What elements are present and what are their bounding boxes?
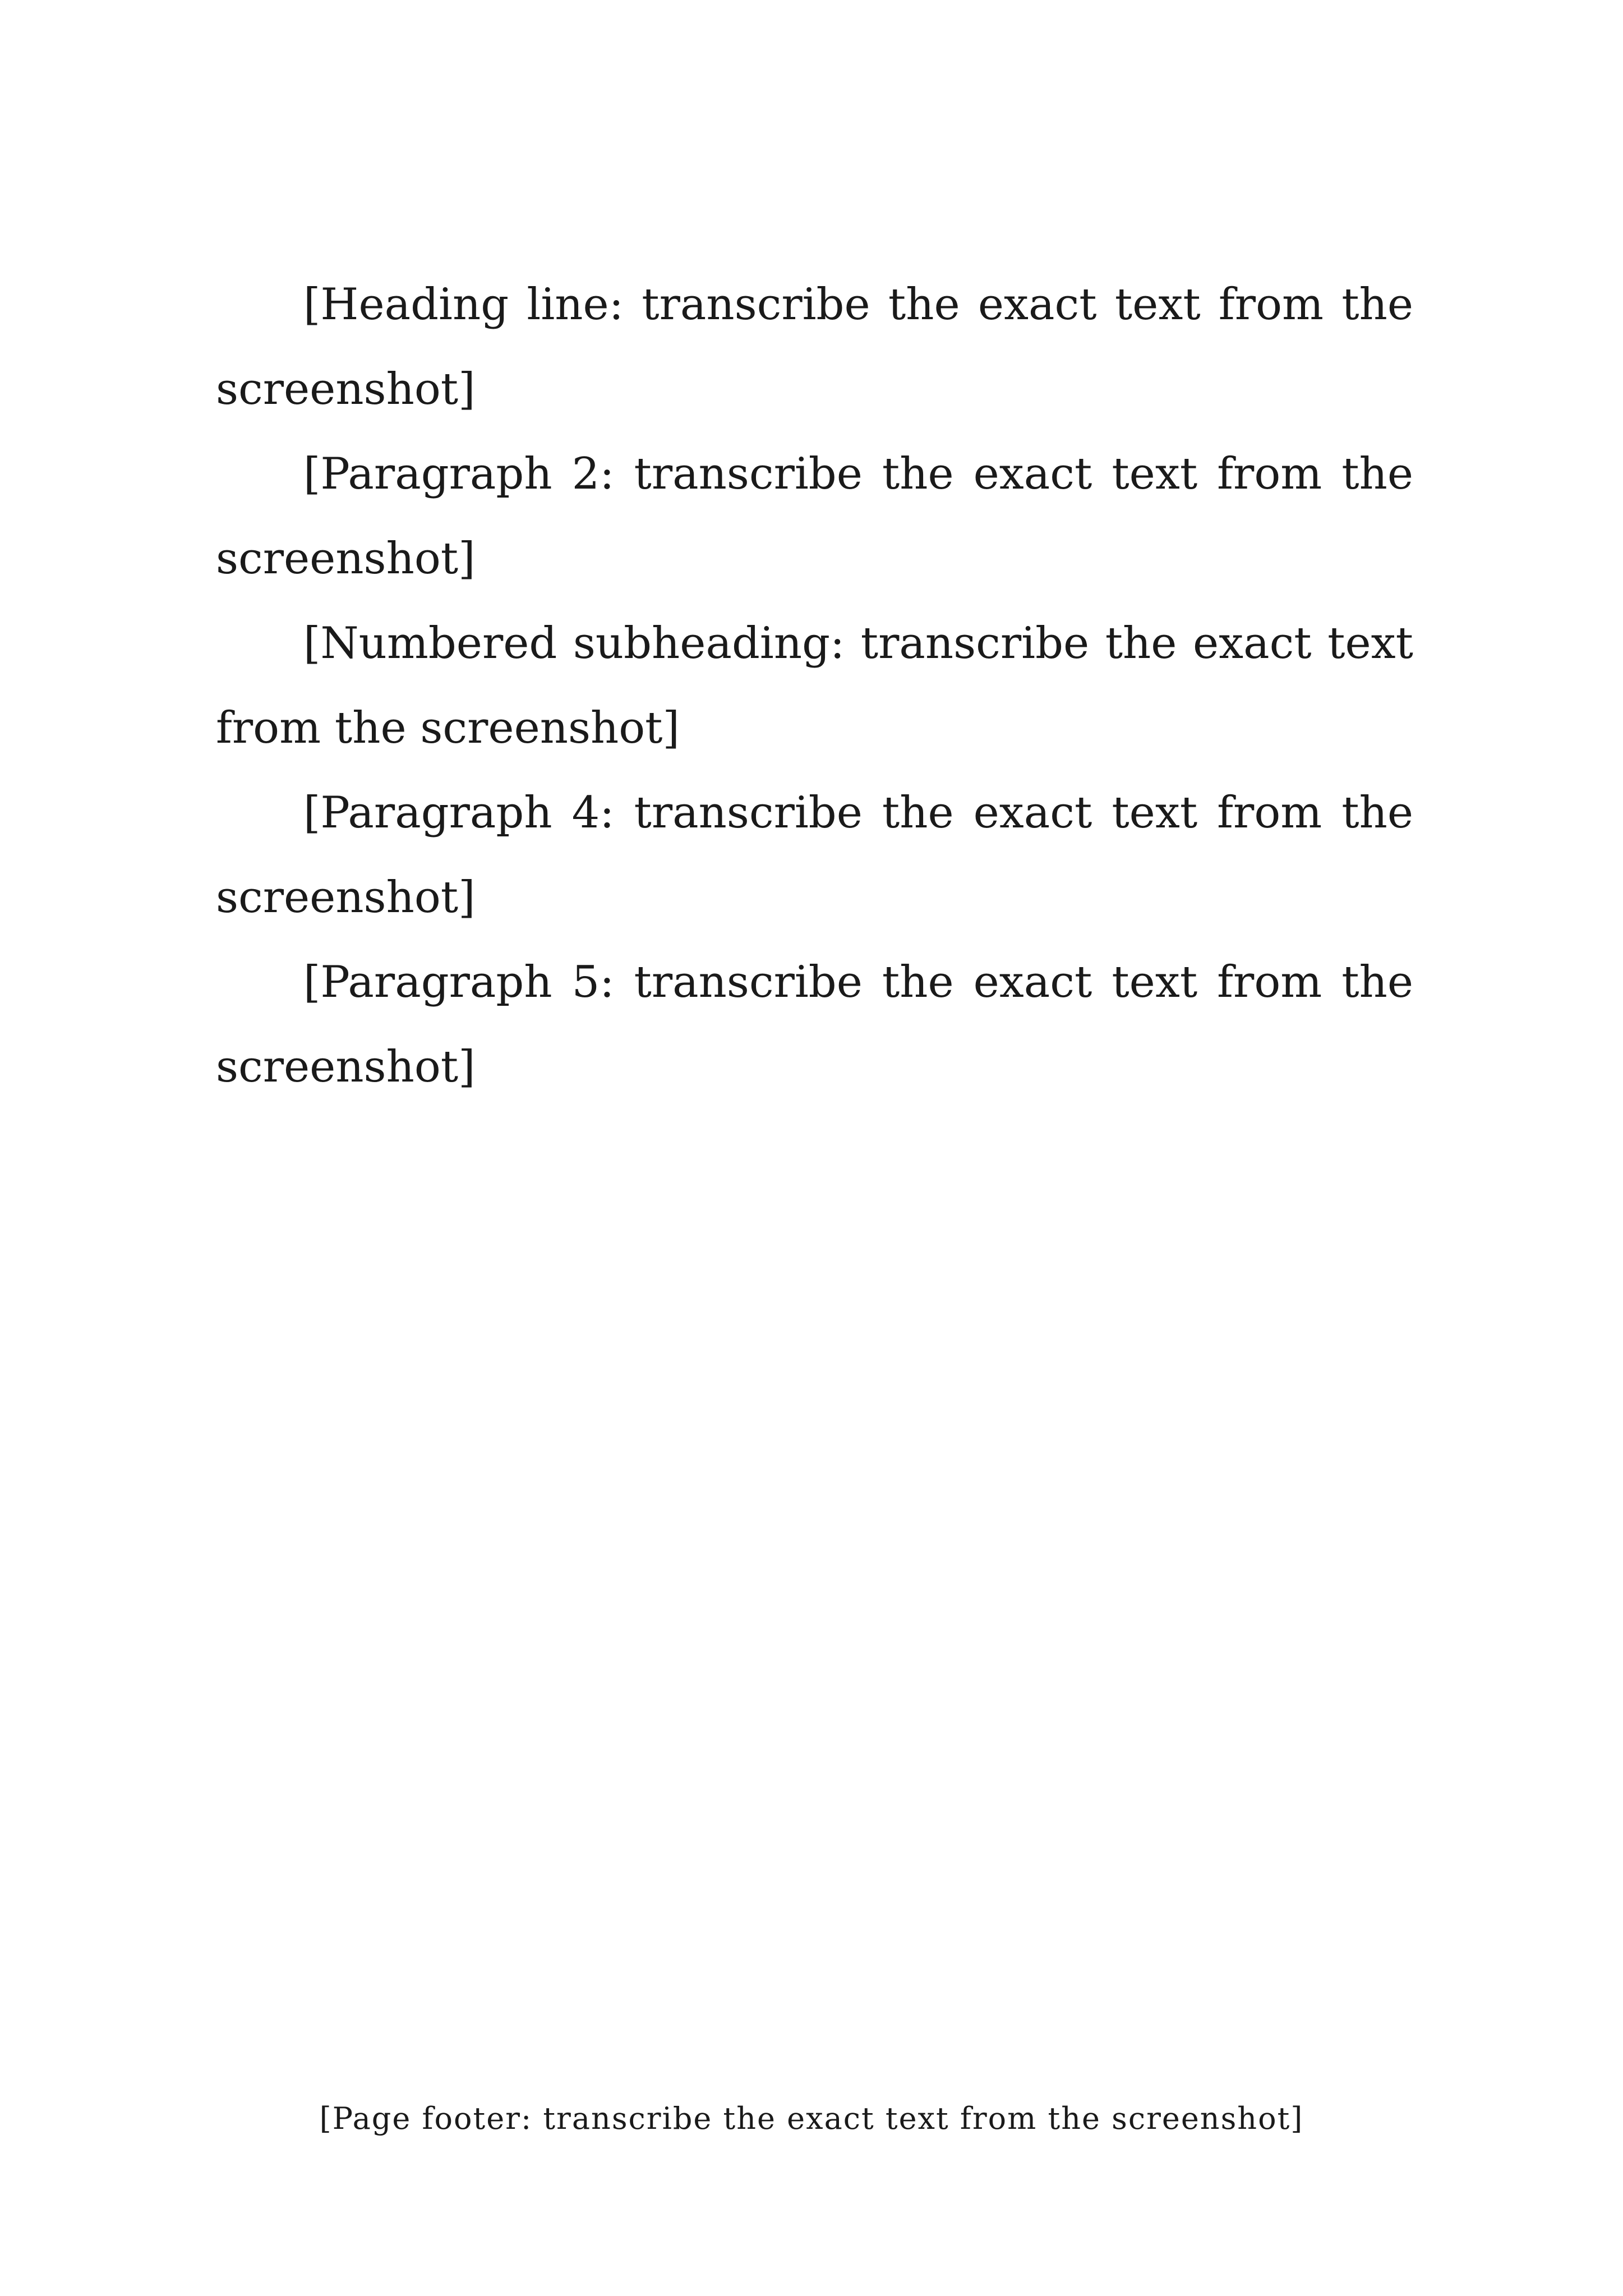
subsection-heading: [Numbered subheading: transcribe the exact text from the screenshot] (216, 618, 1413, 753)
page-number-footer: [Page footer: transcribe the exact text from the screenshot] (319, 2101, 1304, 2136)
body-paragraph: [Paragraph 2: transcribe the exact text from the screenshot] (216, 449, 1413, 584)
body-paragraph: [Paragraph 4: transcribe the exact text from the screenshot] (216, 788, 1413, 923)
section-heading: [Heading line: transcribe the exact text from the screenshot] (216, 279, 1413, 415)
body-paragraph: [Paragraph 5: transcribe the exact text from the screenshot] (216, 957, 1413, 1092)
document-body (216, 263, 1413, 1110)
